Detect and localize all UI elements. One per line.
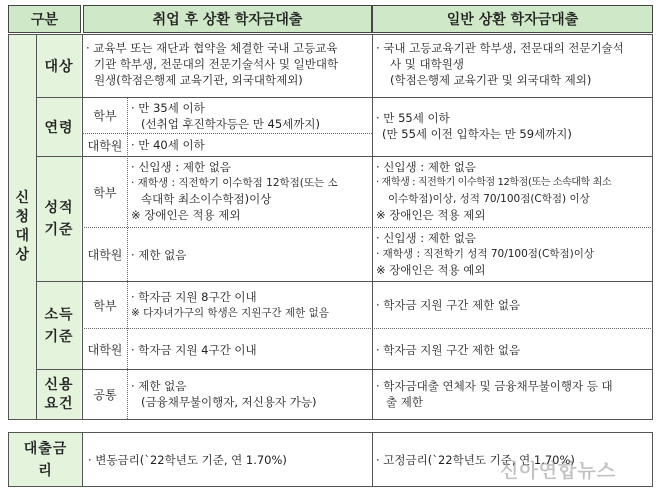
income-col1-grad: · 학자금 지원 4구간 이내 <box>131 343 257 357</box>
target-col1: · 교육부 또는 재단과 협약을 체결한 국내 고등교육 기관 학부생, 전문대의 전문기술석사 및 일반대학 원생(학점은행제 교육기관, 외국대학제외) <box>86 41 339 87</box>
label-rate: 대출금리 <box>9 433 82 486</box>
label-income: 소득기준 <box>37 282 81 369</box>
grade-col2-grad: · 신입생 : 제한 없음 · 재학생 : 직전학기 성적 70/100점(C학점)이상 ※ 장애인은 적용 예외 <box>376 231 595 277</box>
grade-sub-grad: 대학원 <box>87 248 123 262</box>
label-target: 대상 <box>37 35 81 97</box>
label-age: 연령 <box>37 98 81 156</box>
target-col2: · 국내 고등교육기관 학부생, 전문대의 전문기술석 사 및 대학원생 (학점은행제 교육기관 및 외국대학 제외) <box>376 41 624 87</box>
income-sub-grad: 대학원 <box>87 342 123 357</box>
header-col1: 취업 후 상환 학자금대출 <box>83 5 372 33</box>
header-col2: 일반 상환 학자금대출 <box>372 5 653 33</box>
label-credit: 신용요건 <box>37 370 81 419</box>
age-col1-undergrad: · 만 35세 이하 (선취업 후진학자등은 만 45세까지) <box>131 101 320 131</box>
label-grade: 성적기준 <box>37 157 81 281</box>
income-col2-undergrad: · 학자금 지원 구간 제한 없음 <box>376 298 521 312</box>
age-col2: · 만 55세 이하 (만 55세 이전 입학자는 만 59세까지) <box>376 111 572 141</box>
age-col1-grad: · 만 40세 이하 <box>131 138 205 152</box>
income-sub-undergrad: 학부 <box>93 298 117 313</box>
income-col1-undergrad: · 학자금 지원 8구간 이내 ※ 다자녀가구의 학생은 지원구간 제한 없음 <box>131 290 329 319</box>
group-label-apply-target: 신청대상 <box>9 35 36 419</box>
age-sub-undergrad: 학부 <box>93 109 117 123</box>
rate-col1: · 변동금리(`22학년도 기준, 연 1.70%) <box>88 453 287 467</box>
header-category: 구분 <box>8 5 81 33</box>
credit-sub-common: 공통 <box>93 388 117 402</box>
grade-sub-undergrad: 학부 <box>93 185 117 200</box>
watermark-logo: 신아연합뉴스 <box>500 460 617 482</box>
credit-col1: · 제한 없음 (금융채무불이행자, 저신용자 가능) <box>131 379 317 409</box>
rate-col2: · 고정금리(`22학년도 기준, 연 1.70%) <box>376 453 575 467</box>
grade-col1-grad: · 제한 없음 <box>131 248 187 262</box>
credit-col2: · 학자금대출 연체자 및 금융채무불이행자 등 대 출 제한 <box>376 379 613 409</box>
age-sub-grad: 대학원 <box>87 138 123 153</box>
grade-col2-undergrad: · 신입생 : 제한 없음 · 재학생 : 직전학기 이수학점 12학점(또는 소속대학 최소 이수학점)이상, 성적 70/100점(C학점) 이상 ※ 장애인은 적용 제외 <box>376 160 612 222</box>
grade-col1-undergrad: · 신입생 : 제한 없음 · 재학생 : 직전학기 이수학점 12학점(또는 소 속대학 최소이수학점)이상 ※ 장애인은 적용 제외 <box>131 160 338 222</box>
income-col2-grad: · 학자금 지원 구간 제한 없음 <box>376 343 521 357</box>
